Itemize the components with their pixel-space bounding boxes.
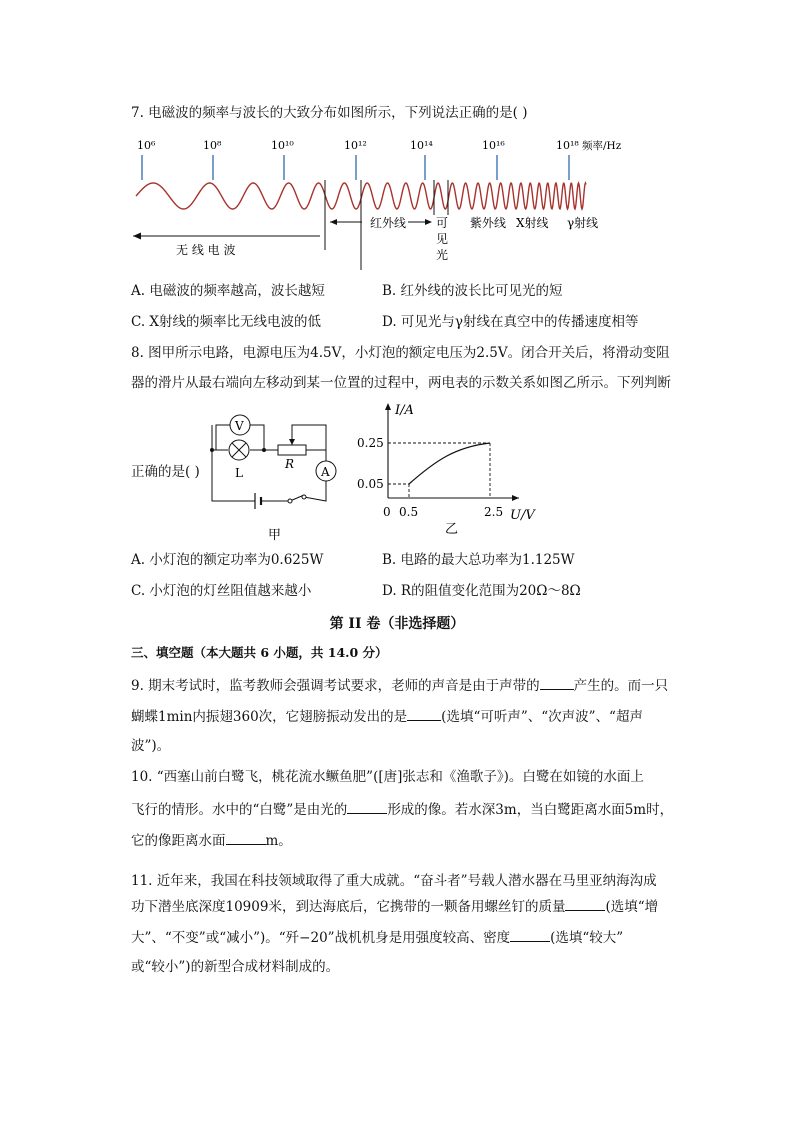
em-spectrum-diagram — [0, 0, 794, 280]
freq-tick-label: 10¹⁴ — [410, 139, 433, 152]
freq-tick-label: 10¹² — [344, 139, 367, 152]
q8-stem-line-3: 正确的是( ) — [131, 464, 200, 480]
q11-text: 功下潜坐底深度10909米，到达海底后，它携带的一颗备用螺丝钉的质量 — [131, 899, 566, 915]
q10-line-2 — [131, 799, 673, 819]
freq-tick-label: 10¹⁸ — [556, 139, 579, 152]
infrared-label: 红外线 — [370, 216, 407, 230]
graph-y-tick: 0.25 — [357, 436, 384, 450]
q8-option-d[interactable]: D. R的阻值变化范围为20Ω～8Ω — [382, 583, 581, 599]
q11-text: (选填“增 — [605, 899, 659, 915]
graph-origin: 0 — [383, 505, 391, 519]
q10-blank-2[interactable] — [226, 830, 266, 845]
freq-tick-label: 10⁶ — [137, 139, 156, 152]
q8-stem-line-1: 8. 图甲所示电路，电源电压为4.5V，小灯泡的额定电压为2.5V。闭合开关后，将滑动变阻 — [131, 345, 670, 361]
q11-text: (选填“较大” — [550, 930, 624, 946]
visible-label-2: 见 — [436, 232, 449, 246]
q9-text: 蝴蝶1min内振翅360次，它翅膀振动发出的是 — [131, 709, 408, 725]
visible-label-1: 可 — [436, 216, 449, 230]
q10-text: m。 — [265, 833, 292, 849]
xray-label: X射线 — [516, 216, 549, 230]
section-three-heading: 三、填空题（本大题共 6 小题，共 14.0 分） — [131, 645, 388, 660]
q11-text: 大”、“不变”或“减小”)。“歼−20”战机机身是用强度较高、密度 — [131, 930, 511, 946]
graph-caption: 乙 — [445, 522, 459, 537]
q10-line-3 — [131, 830, 292, 850]
q11-blank-1[interactable] — [565, 896, 605, 911]
ultraviolet-label: 紫外线 — [470, 216, 507, 230]
q7-option-a[interactable]: A. 电磁波的频率越高，波长越短 — [131, 283, 325, 299]
part-two-title: 第 II 卷（非选择题） — [329, 616, 465, 632]
q7-option-c[interactable]: C. X射线的频率比无线电波的低 — [131, 314, 322, 330]
graph-y-tick: 0.05 — [357, 477, 384, 491]
freq-tick-label: 10⁸ — [203, 139, 222, 152]
q7-stem: 7. 电磁波的频率与波长的大致分布如图所示，下列说法正确的是( ) — [131, 105, 528, 121]
voltmeter-label: V — [235, 419, 244, 433]
freq-tick-label: 10¹⁶ — [482, 139, 505, 152]
q10-line-1: 10. “西塞山前白鹭飞，桃花流水鳜鱼肥”([唐]张志和《渔歌子》)。白鹭在如镜的水面上 — [131, 769, 644, 785]
q8-stem-line-2: 器的滑片从最右端向左移动到某一位置的过程中，两电表的示数关系如图乙所示。下列判断 — [131, 375, 671, 391]
radio-wave-label: 无 线 电 波 — [176, 243, 236, 257]
graph-x-tick: 2.5 — [484, 505, 504, 519]
q9-line-2 — [131, 706, 643, 726]
iu-graph — [355, 395, 545, 545]
graph-x-tick: 0.5 — [399, 505, 419, 519]
freq-unit-label: 频率/Hz — [582, 140, 622, 152]
q8-option-c[interactable]: C. 小灯泡的灯丝阻值越来越小 — [131, 583, 312, 599]
q8-option-b[interactable]: B. 电路的最大总功率为1.125W — [382, 552, 575, 568]
visible-label-3: 光 — [436, 248, 449, 262]
q10-text: 它的像距离水面 — [131, 833, 226, 849]
q9-line-3: 波”)。 — [131, 738, 171, 754]
q9-blank-1[interactable] — [540, 675, 574, 690]
graph-x-label: U/V — [510, 508, 535, 523]
q11-line-4: 或“较小”)的新型合成材料制成的。 — [131, 959, 340, 975]
q9-text: 9. 期末考试时，监考教师会强调考试要求，老师的声音是由于声带的 — [131, 678, 540, 694]
ammeter-label: A — [321, 465, 330, 479]
q10-blank-1[interactable] — [347, 799, 387, 814]
gamma-label: γ射线 — [567, 216, 599, 230]
q9-blank-2[interactable] — [407, 706, 441, 721]
q11-line-3 — [131, 927, 623, 947]
circuit-diagram — [200, 405, 350, 545]
rheostat-label: R — [285, 457, 295, 471]
q9-text: 产生的。而一只 — [573, 678, 669, 694]
q11-blank-2[interactable] — [510, 927, 550, 942]
q9-line-1 — [131, 675, 668, 695]
q11-line-2 — [131, 896, 658, 916]
q10-text: 飞行的情形。水中的“白鹭”是由光的 — [131, 802, 348, 818]
q11-line-1: 11. 近年来，我国在科技领域取得了重大成就。“奋斗者”号载人潜水器在马里亚纳海沟成 — [131, 873, 657, 889]
iu-curve — [409, 443, 490, 484]
q10-text: 形成的像。若水深3m，当白鹭距离水面5m时， — [387, 802, 674, 818]
q7-option-d[interactable]: D. 可见光与γ射线在真空中的传播速度相等 — [382, 314, 639, 330]
circuit-caption: 甲 — [268, 528, 282, 543]
q8-option-a[interactable]: A. 小灯泡的额定功率为0.625W — [131, 552, 324, 568]
freq-tick-marks — [142, 155, 569, 180]
lamp-label: L — [235, 466, 243, 480]
q9-text: (选填“可听声”、“次声波”、“超声 — [441, 709, 643, 725]
q7-option-b[interactable]: B. 红外线的波长比可见光的短 — [382, 283, 563, 299]
freq-tick-label: 10¹⁰ — [271, 139, 294, 152]
graph-y-label: I/A — [395, 403, 414, 418]
